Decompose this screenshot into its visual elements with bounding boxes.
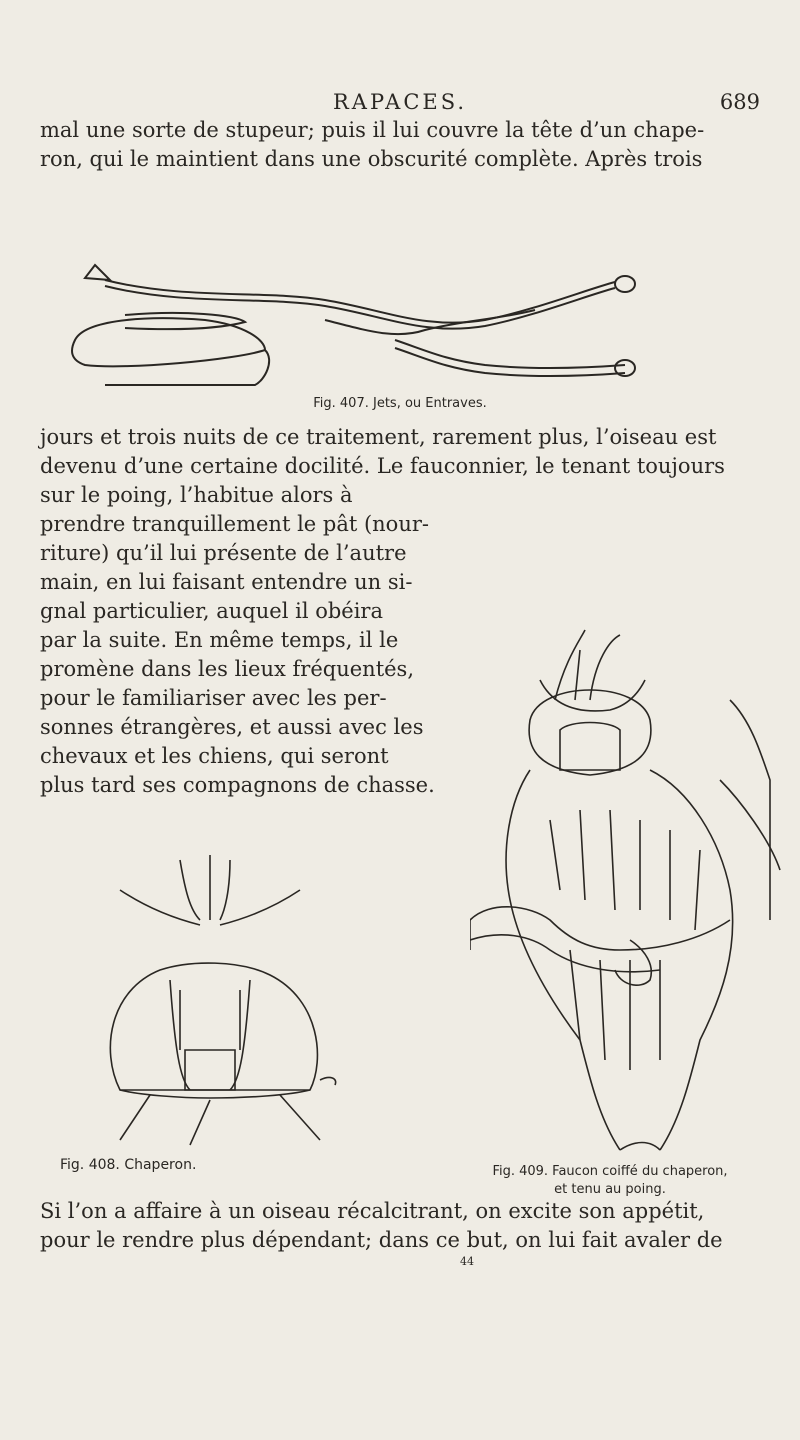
text-line: par la suite. En même temps, il le bbox=[40, 628, 399, 652]
text-line: sur le poing, l’habitue alors à bbox=[40, 483, 353, 507]
page-number: 689 bbox=[719, 90, 760, 114]
text-line: prendre tranquillement le pât (nour- bbox=[40, 512, 429, 536]
fig-409-caption bbox=[440, 1163, 780, 1199]
text-line: pour le familiariser avec les per- bbox=[40, 686, 387, 710]
text-line: devenu d’une certaine docilité. Le fauconnier, le tenant toujours bbox=[40, 454, 725, 478]
fig-407-caption: Fig. 407. Jets, ou Entraves. bbox=[313, 396, 487, 411]
text-line: pour le rendre plus dépendant; dans ce but, on lui fait avaler de bbox=[40, 1228, 723, 1252]
running-title: RAPACES. bbox=[332, 90, 468, 114]
fig-409-caption-line-1: Fig. 409. Faucon coiffé du chaperon, bbox=[492, 1164, 728, 1179]
text-line: plus tard ses compagnons de chasse. bbox=[40, 773, 435, 797]
text-line: riture) qu’il lui présente de l’autre bbox=[40, 541, 407, 565]
text-line: main, en lui faisant entendre un si- bbox=[40, 570, 413, 594]
text-line: chevaux et les chiens, qui seront bbox=[40, 744, 389, 768]
text-line: jours et trois nuits de ce traitement, rarement plus, l’oiseau est bbox=[40, 425, 717, 449]
signature-mark: 44 bbox=[460, 1255, 474, 1268]
text-line: promène dans les lieux fréquentés, bbox=[40, 657, 415, 681]
text-line: Si l’on a affaire à un oiseau récalcitrant, on excite son appétit, bbox=[40, 1199, 705, 1223]
fig-409-caption-line-2: et tenu au poing. bbox=[554, 1182, 666, 1197]
text-line: gnal particulier, auquel il obéira bbox=[40, 599, 383, 623]
fig-408-hood-illustration bbox=[80, 850, 340, 1150]
fig-407-jesses-illustration bbox=[65, 260, 645, 390]
paragraph-1 bbox=[40, 116, 766, 174]
fig-409-hooded-falcon-illustration bbox=[470, 620, 790, 1160]
text-line: sonnes étrangères, et aussi avec les bbox=[40, 715, 424, 739]
fig-408-caption: Fig. 408. Chaperon. bbox=[60, 1157, 197, 1173]
text-line: mal une sorte de stupeur; puis il lui couvre la tête d’un chape- bbox=[40, 118, 705, 142]
text-line: ron, qui le maintient dans une obscurité complète. Après trois bbox=[40, 147, 703, 171]
paragraph-3 bbox=[40, 1197, 766, 1255]
